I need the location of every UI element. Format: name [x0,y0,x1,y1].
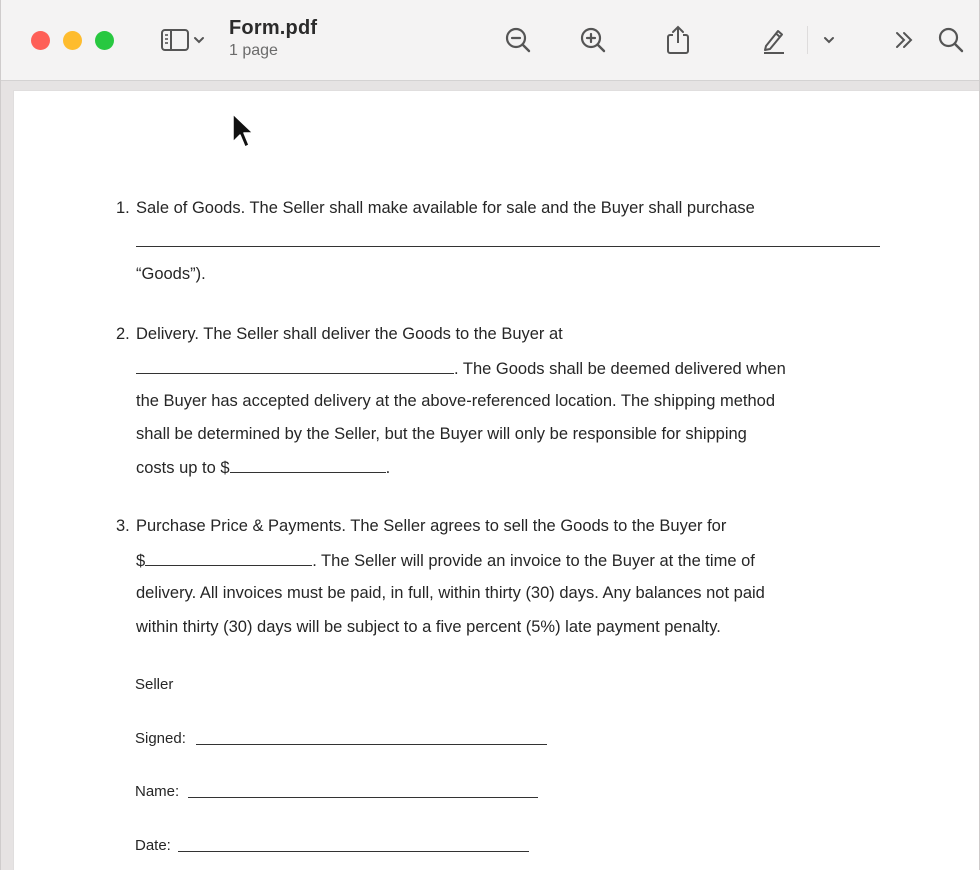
signed-field[interactable] [196,744,547,745]
close-button[interactable] [31,31,50,50]
seller-heading: Seller [135,676,174,693]
signed-label: Signed: [135,730,186,747]
sidebar-toggle-button[interactable] [151,22,213,58]
chevrons-right-icon [892,30,916,50]
share-button[interactable] [659,22,697,58]
zoom-button[interactable] [95,31,114,50]
section-2-line-4: shall be determined by the Seller, but the Buyer will only be responsible for shipping [136,425,747,443]
section-3-line-2-rest: . The Seller will provide an invoice to the Buyer at the time of [312,552,755,570]
date-field[interactable] [178,851,529,852]
section-1-line-1: Sale of Goods. The Seller shall make available for sale and the Buyer shall purchase [136,199,755,217]
section-2-line-2 [136,359,786,379]
document-body [14,91,980,870]
zoom-out-icon [503,25,533,55]
section-3-line-2 [136,551,755,571]
share-icon [664,24,692,56]
section-3-number: 3. [116,517,130,535]
section-3-line-2-text: $ [136,552,146,570]
section-2-number: 2. [116,325,130,343]
document-title-area [229,17,317,60]
delivery-location-field[interactable] [136,359,454,374]
markup-button[interactable] [755,22,793,58]
section-3-line-3: delivery. All invoices must be paid, in full, within thirty (30) days. Any balances not paid [136,584,765,602]
pen-icon [759,25,789,55]
toolbar-separator [807,26,808,54]
sidebar-icon [158,27,192,53]
section-1-line-3: “Goods”). [136,265,206,283]
document-title: Form.pdf [229,17,318,39]
section-3-line-4: within thirty (30) days will be subject to a five percent (5%) late payment penalty. [136,618,721,636]
search-button[interactable] [933,22,969,58]
shipping-cost-limit-field[interactable] [230,458,386,473]
page-count: 1 page [229,42,278,59]
goods-description-field[interactable] [136,246,880,247]
toolbar [1,0,979,81]
section-2-line-1: Delivery. The Seller shall deliver the Goods to the Buyer at [136,325,563,343]
zoom-in-button[interactable] [574,22,612,58]
zoom-out-button[interactable] [499,22,537,58]
section-2-line-5-end: . [385,459,391,477]
section-2-line-5-text: costs up to $ [136,459,230,477]
section-3-line-1: Purchase Price & Payments. The Seller agrees to sell the Goods to the Buyer for [136,517,727,535]
section-2-line-3: the Buyer has accepted delivery at the above-referenced location. The shipping method [136,392,776,410]
search-icon [936,25,966,55]
zoom-in-icon [578,25,608,55]
minimize-button[interactable] [63,31,82,50]
section-2-line-5 [136,458,390,478]
more-tools-button[interactable] [889,22,919,58]
date-label: Date: [135,837,171,854]
purchase-price-field[interactable] [145,551,312,566]
pdf-page [13,90,980,870]
chevron-down-icon [822,33,836,47]
section-2-line-2-text: . The Goods shall be deemed delivered when [454,360,786,378]
chevron-down-icon [192,33,206,47]
markup-options-button[interactable] [817,22,841,58]
name-label: Name: [135,783,180,800]
mouse-cursor-icon [231,112,255,152]
section-1-number: 1. [116,199,130,217]
name-field[interactable] [188,797,538,798]
